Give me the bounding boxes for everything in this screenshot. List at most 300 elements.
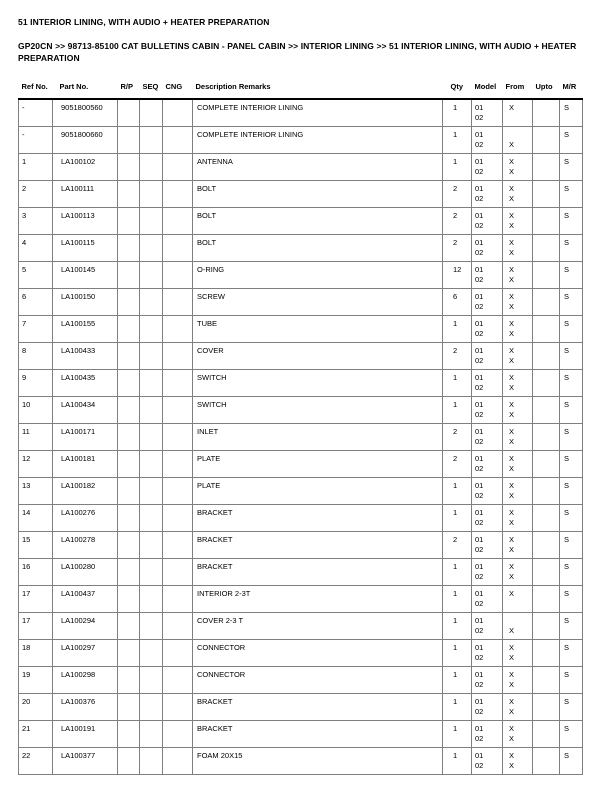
cell-upto-line (536, 535, 557, 546)
cell-ref-no: 3 (19, 208, 53, 235)
cell-rp (118, 748, 140, 775)
cell-from-line: X (509, 426, 515, 436)
cell-seq (140, 694, 163, 721)
cell-cng (163, 640, 193, 667)
cell-seq (140, 262, 163, 289)
cell-rp (118, 99, 140, 127)
cell-model-line: 02 (475, 275, 484, 284)
cell-seq (140, 208, 163, 235)
cell-upto (533, 289, 560, 316)
cell-cng (163, 694, 193, 721)
cell-rp (118, 667, 140, 694)
cell-mr: S (560, 613, 583, 640)
cell-model (472, 154, 503, 181)
cell-model-line: 01 (475, 156, 484, 166)
cell-model-line: 01 (475, 237, 484, 247)
cell-upto-line (536, 589, 557, 600)
cell-qty: 1 (443, 316, 472, 343)
cell-description: COVER (193, 343, 443, 370)
cell-model-line: 01 (475, 696, 484, 706)
column-header-m-r: M/R (560, 82, 583, 99)
cell-rp (118, 613, 140, 640)
table-row (19, 262, 583, 289)
cell-ref-no: 2 (19, 181, 53, 208)
cell-description: INLET (193, 424, 443, 451)
cell-cng (163, 208, 193, 235)
cell-model-line: 01 (475, 453, 484, 463)
table-row (19, 181, 583, 208)
cell-mr: S (560, 424, 583, 451)
cell-qty: 12 (443, 262, 472, 289)
cell-description: FOAM 20X15 (193, 748, 443, 775)
cell-upto-line (536, 572, 557, 583)
cell-qty: 1 (443, 694, 472, 721)
cell-part-no: LA100297 (53, 640, 118, 667)
cell-upto (533, 181, 560, 208)
cell-from (503, 289, 533, 316)
cell-ref-no: 6 (19, 289, 53, 316)
cell-model-line: 02 (475, 464, 484, 473)
cell-model-line: 01 (475, 561, 484, 571)
cell-model (472, 181, 503, 208)
cell-upto-line (536, 211, 557, 222)
cell-mr: S (560, 451, 583, 478)
cell-part-no: LA100150 (53, 289, 118, 316)
cell-upto-line (536, 167, 557, 178)
cell-seq (140, 127, 163, 154)
cell-model-line: 02 (475, 707, 484, 716)
cell-mr: S (560, 397, 583, 424)
cell-model-line: 02 (475, 167, 484, 176)
cell-upto-line (536, 346, 557, 357)
cell-from (503, 559, 533, 586)
cell-rp (118, 586, 140, 613)
cell-upto-line (536, 697, 557, 708)
cell-upto-line (536, 562, 557, 573)
cell-cng (163, 505, 193, 532)
cell-upto (533, 154, 560, 181)
cell-rp (118, 208, 140, 235)
cell-model-line: 01 (475, 264, 484, 274)
cell-model (472, 397, 503, 424)
cell-part-no: LA100182 (53, 478, 118, 505)
cell-upto (533, 667, 560, 694)
cell-from (503, 532, 533, 559)
cell-upto-line (536, 707, 557, 718)
cell-part-no: LA100102 (53, 154, 118, 181)
cell-mr: S (560, 99, 583, 127)
cell-description: BOLT (193, 208, 443, 235)
cell-from-line: X (509, 626, 515, 635)
cell-model (472, 370, 503, 397)
cell-from-line: X (509, 183, 515, 193)
cell-ref-no: 13 (19, 478, 53, 505)
cell-part-no: LA100113 (53, 208, 118, 235)
cell-model-line: 02 (475, 410, 484, 419)
cell-upto-line (536, 724, 557, 735)
table-row (19, 559, 583, 586)
cell-upto (533, 451, 560, 478)
cell-from-line: X (509, 167, 515, 176)
cell-model-line: 01 (475, 372, 484, 382)
cell-ref-no: 5 (19, 262, 53, 289)
cell-ref-no: 15 (19, 532, 53, 559)
cell-upto-line (536, 508, 557, 519)
cell-ref-no: 17 (19, 586, 53, 613)
cell-cng (163, 289, 193, 316)
cell-upto (533, 397, 560, 424)
cell-seq (140, 181, 163, 208)
cell-rp (118, 694, 140, 721)
cell-from (503, 694, 533, 721)
table-row (19, 316, 583, 343)
cell-part-no: LA100298 (53, 667, 118, 694)
cell-description: BOLT (193, 235, 443, 262)
cell-rp (118, 235, 140, 262)
cell-upto (533, 127, 560, 154)
cell-model (472, 721, 503, 748)
cell-model (472, 694, 503, 721)
cell-rp (118, 451, 140, 478)
cell-mr: S (560, 208, 583, 235)
page-title: 51 INTERIOR LINING, WITH AUDIO + HEATER PREPARATION (18, 17, 270, 27)
cell-from-line: X (509, 318, 515, 328)
cell-ref-no: 11 (19, 424, 53, 451)
cell-qty: 1 (443, 154, 472, 181)
cell-rp (118, 154, 140, 181)
cell-rp (118, 505, 140, 532)
cell-mr: S (560, 343, 583, 370)
cell-model-line: 01 (475, 183, 484, 193)
cell-from-line: X (509, 210, 515, 220)
cell-from (503, 586, 533, 613)
cell-mr: S (560, 586, 583, 613)
cell-cng (163, 667, 193, 694)
cell-model-line: 02 (475, 545, 484, 554)
cell-mr: S (560, 505, 583, 532)
cell-mr: S (560, 235, 583, 262)
cell-ref-no: 20 (19, 694, 53, 721)
cell-from-line: X (509, 669, 515, 679)
cell-from (503, 721, 533, 748)
table-row (19, 99, 583, 127)
cell-from-line: X (509, 291, 515, 301)
column-header-from: From (503, 82, 533, 99)
cell-rp (118, 721, 140, 748)
cell-upto-line (536, 410, 557, 421)
cell-ref-no: 10 (19, 397, 53, 424)
cell-upto (533, 721, 560, 748)
cell-model (472, 478, 503, 505)
table-header-row (19, 82, 583, 99)
cell-from-line: X (509, 518, 515, 527)
table-row (19, 208, 583, 235)
cell-upto-line (536, 275, 557, 286)
cell-model-line: 01 (475, 588, 484, 598)
cell-rp (118, 289, 140, 316)
cell-upto-line (536, 599, 557, 610)
table-row (19, 640, 583, 667)
cell-from (503, 640, 533, 667)
cell-from (503, 505, 533, 532)
cell-part-no: LA100191 (53, 721, 118, 748)
cell-upto-line (536, 103, 557, 114)
cell-upto-line (536, 248, 557, 259)
table-row (19, 748, 583, 775)
cell-model (472, 235, 503, 262)
cell-from-line: X (509, 534, 515, 544)
cell-upto (533, 694, 560, 721)
cell-upto-line (536, 319, 557, 330)
cell-cng (163, 586, 193, 613)
cell-cng (163, 613, 193, 640)
cell-model (472, 748, 503, 775)
cell-from (503, 262, 533, 289)
cell-from-line: X (509, 680, 515, 689)
cell-part-no: LA100435 (53, 370, 118, 397)
cell-from (503, 667, 533, 694)
cell-upto (533, 235, 560, 262)
cell-model-line: 02 (475, 194, 484, 203)
cell-model-line: 01 (475, 750, 484, 760)
cell-cng (163, 343, 193, 370)
cell-model (472, 640, 503, 667)
cell-upto-line (536, 383, 557, 394)
cell-ref-no: 7 (19, 316, 53, 343)
cell-from-line: X (509, 480, 515, 490)
cell-ref-no: 8 (19, 343, 53, 370)
cell-rp (118, 640, 140, 667)
cell-ref-no: 17 (19, 613, 53, 640)
cell-part-no: LA100171 (53, 424, 118, 451)
column-header-qty: Qty (443, 82, 472, 99)
cell-from-line (509, 130, 530, 141)
cell-seq (140, 559, 163, 586)
cell-description: COVER 2-3 T (193, 613, 443, 640)
cell-upto (533, 262, 560, 289)
cell-ref-no: 12 (19, 451, 53, 478)
cell-qty: 2 (443, 343, 472, 370)
cell-part-no: LA100145 (53, 262, 118, 289)
cell-description: COMPLETE INTERIOR LINING (193, 127, 443, 154)
cell-seq (140, 748, 163, 775)
cell-seq (140, 343, 163, 370)
cell-ref-no: 16 (19, 559, 53, 586)
cell-from-line: X (509, 453, 515, 463)
cell-upto-line (536, 670, 557, 681)
cell-upto-line (536, 761, 557, 772)
cell-model (472, 99, 503, 127)
cell-upto-line (536, 238, 557, 249)
table-row (19, 478, 583, 505)
cell-model (472, 505, 503, 532)
cell-ref-no: 1 (19, 154, 53, 181)
cell-from-line: X (509, 237, 515, 247)
cell-from (503, 748, 533, 775)
cell-upto-line (536, 184, 557, 195)
cell-rp (118, 370, 140, 397)
cell-part-no: LA100434 (53, 397, 118, 424)
cell-from-line: X (509, 507, 515, 517)
cell-qty: 1 (443, 478, 472, 505)
cell-qty: 1 (443, 748, 472, 775)
cell-seq (140, 478, 163, 505)
column-header-model: Model (472, 82, 503, 99)
cell-from (503, 316, 533, 343)
cell-upto (533, 748, 560, 775)
cell-from-line: X (509, 102, 515, 112)
cell-upto-line (536, 643, 557, 654)
cell-upto (533, 613, 560, 640)
cell-from-line: X (509, 696, 515, 706)
cell-upto (533, 478, 560, 505)
cell-from-line: X (509, 329, 515, 338)
table-row (19, 451, 583, 478)
cell-seq (140, 586, 163, 613)
cell-model-line: 01 (475, 723, 484, 733)
cell-rp (118, 478, 140, 505)
cell-rp (118, 262, 140, 289)
cell-rp (118, 424, 140, 451)
cell-from-line (509, 616, 530, 627)
column-header-ref-no: Ref No. (19, 82, 53, 99)
cell-upto-line (536, 400, 557, 411)
table-row (19, 424, 583, 451)
cell-upto-line (536, 751, 557, 762)
cell-qty: 2 (443, 208, 472, 235)
cell-qty: 1 (443, 370, 472, 397)
cell-ref-no: 21 (19, 721, 53, 748)
cell-part-no: LA100294 (53, 613, 118, 640)
cell-description: BRACKET (193, 694, 443, 721)
cell-description: CONNECTOR (193, 640, 443, 667)
cell-from-line: X (509, 750, 515, 760)
cell-description: BRACKET (193, 721, 443, 748)
cell-part-no: LA100280 (53, 559, 118, 586)
cell-mr: S (560, 370, 583, 397)
cell-model-line: 01 (475, 399, 484, 409)
cell-description: CONNECTOR (193, 667, 443, 694)
breadcrumb: GP20CN >> 98713-85100 CAT BULLETINS CABIN - PANEL CABIN >> INTERIOR LINING >> 51 INTERIOR LINING, WITH AUDIO + HEATER PREPARATION (18, 41, 577, 63)
cell-ref-no: - (19, 99, 53, 127)
cell-part-no: LA100115 (53, 235, 118, 262)
cell-model-line: 02 (475, 572, 484, 581)
cell-from (503, 127, 533, 154)
cell-seq (140, 316, 163, 343)
cell-from (503, 181, 533, 208)
cell-from (503, 613, 533, 640)
cell-model (472, 667, 503, 694)
cell-cng (163, 532, 193, 559)
cell-model (472, 451, 503, 478)
cell-model (472, 613, 503, 640)
cell-description: PLATE (193, 478, 443, 505)
cell-seq (140, 532, 163, 559)
cell-upto-line (536, 302, 557, 313)
cell-from (503, 478, 533, 505)
cell-cng (163, 748, 193, 775)
cell-from (503, 424, 533, 451)
cell-upto-line (536, 221, 557, 232)
cell-from-line: X (509, 410, 515, 419)
cell-upto-line (536, 437, 557, 448)
cell-from (503, 208, 533, 235)
cell-seq (140, 667, 163, 694)
cell-model-line: 02 (475, 221, 484, 230)
cell-model-line: 02 (475, 761, 484, 770)
cell-from-line: X (509, 642, 515, 652)
cell-from-line: X (509, 264, 515, 274)
cell-part-no: LA100111 (53, 181, 118, 208)
cell-model-line: 01 (475, 102, 484, 112)
cell-ref-no: 14 (19, 505, 53, 532)
cell-qty: 1 (443, 613, 472, 640)
table-row (19, 289, 583, 316)
cell-upto-line (536, 194, 557, 205)
cell-upto-line (536, 113, 557, 124)
cell-model-line: 02 (475, 140, 484, 149)
cell-from-line: X (509, 248, 515, 257)
cell-model-line: 02 (475, 680, 484, 689)
cell-cng (163, 154, 193, 181)
cell-qty: 1 (443, 397, 472, 424)
cell-part-no: LA100155 (53, 316, 118, 343)
cell-mr: S (560, 262, 583, 289)
table-row (19, 586, 583, 613)
cell-upto-line (536, 464, 557, 475)
cell-cng (163, 99, 193, 127)
cell-from-line: X (509, 653, 515, 662)
cell-qty: 2 (443, 424, 472, 451)
cell-from-line: X (509, 464, 515, 473)
cell-qty: 1 (443, 667, 472, 694)
cell-model-line: 02 (475, 113, 484, 122)
cell-upto (533, 559, 560, 586)
cell-from (503, 451, 533, 478)
cell-from-line: X (509, 302, 515, 311)
cell-upto-line (536, 329, 557, 340)
cell-description: O-RING (193, 262, 443, 289)
table-row (19, 370, 583, 397)
cell-cng (163, 451, 193, 478)
column-header-r-p: R/P (118, 82, 140, 99)
cell-qty: 2 (443, 181, 472, 208)
cell-mr: S (560, 316, 583, 343)
cell-upto (533, 370, 560, 397)
cell-cng (163, 235, 193, 262)
cell-model-line: 02 (475, 383, 484, 392)
cell-from-line: X (509, 437, 515, 446)
cell-model-line: 01 (475, 507, 484, 517)
cell-description: COMPLETE INTERIOR LINING (193, 99, 443, 127)
cell-description: SWITCH (193, 370, 443, 397)
cell-model-line: 02 (475, 491, 484, 500)
cell-model-line: 01 (475, 615, 484, 625)
cell-mr: S (560, 127, 583, 154)
cell-mr: S (560, 154, 583, 181)
cell-upto-line (536, 265, 557, 276)
cell-upto-line (536, 545, 557, 556)
cell-mr: S (560, 748, 583, 775)
cell-cng (163, 424, 193, 451)
cell-part-no: LA100376 (53, 694, 118, 721)
cell-model (472, 532, 503, 559)
cell-cng (163, 559, 193, 586)
table-row (19, 397, 583, 424)
cell-model-line: 01 (475, 291, 484, 301)
cell-mr: S (560, 478, 583, 505)
cell-ref-no: 4 (19, 235, 53, 262)
